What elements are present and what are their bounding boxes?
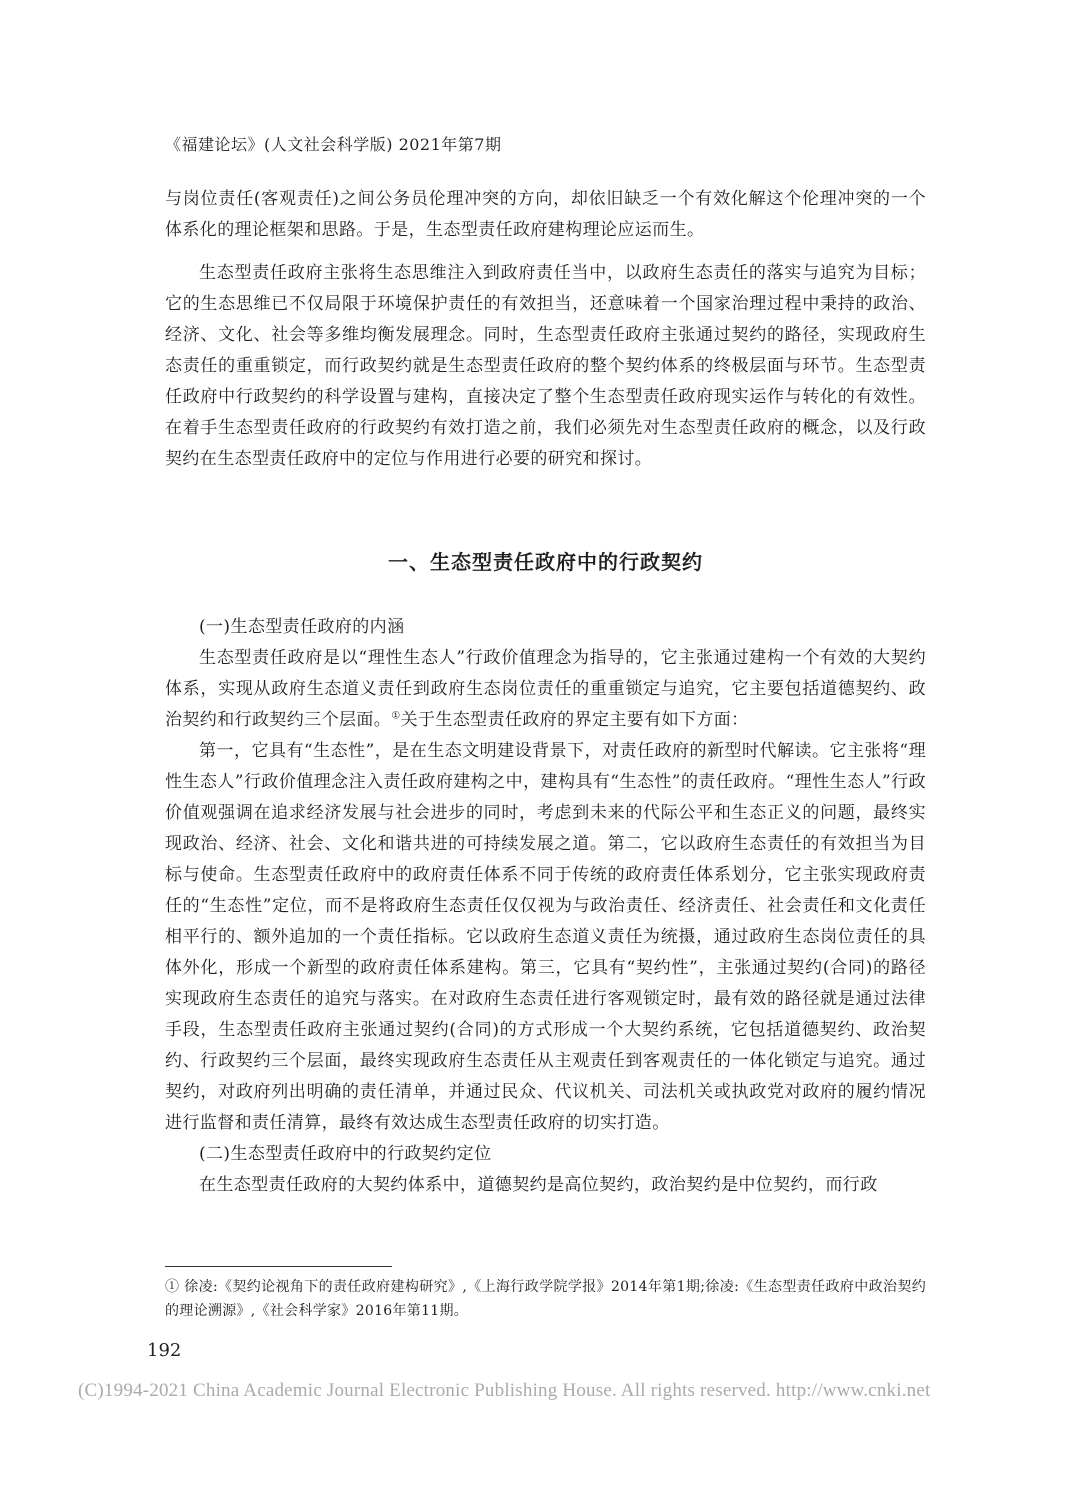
body-block-2 (165, 612, 926, 1201)
paragraph-definition (165, 643, 926, 736)
paragraph-positioning: 在生态型责任政府的大契约体系中，道德契约是高位契约，政治契约是中位契约，而行政 (199, 1175, 878, 1195)
paragraph-features: 第一，它具有“生态性”，是在生态文明建设背景下，对责任政府的新型时代解读。它主张将“理性生态人”行政价值理念注入责任政府建构之中，建构具有“生态性”的责任政府。“理性生态人”行政价值观强调在追求经济发展与社会进步的同时，考虑到未来的代际公平和生态正义的问题，最终实现政治、经济、社会、文化和谐共进的可持续发展之道。第二，它以政府生态责任的有效担当为目标与使命。生态型责任政府中的政府责任体系不同于传统的政府责任体系划分，它主张实现政府责任的“生态性”定位，而不是将政府生态责任仅仅视为与政治责任、经济责任、社会责任和文化责任相平行的、额外追加的一个责任指标。它以政府生态道义责任为统摄，通过政府生态岗位责任的具体外化，形成一个新型的政府责任体系建构。第三，它具有“契约性”，主张通过契约(合同)的路径实现政府生态责任的追究与落实。在对政府生态责任进行客观锁定时，最有效的路径就是通过法律手段，生态型责任政府主张通过契约(合同)的方式形成一个大契约系统，它包括道德契约、政治契约、行政契约三个层面，最终实现政府生态责任从主观责任到客观责任的一体化锁定与追究。通过契约，对政府列出明确的责任清单，并通过民众、代议机关、司法机关或执政党对政府的履约情况进行监督和责任清算，最终有效达成生态型责任政府的切实打造。 (165, 741, 926, 1133)
journal-header: 《福建论坛》(人文社会科学版) 2021年第7期 (165, 135, 502, 154)
subheading-1: (一)生态型责任政府的内涵 (199, 617, 405, 637)
copyright-watermark: (C)1994-2021 China Academic Journal Electronic Publishing House. All rights reserved. http://www.cnki.net (78, 1380, 931, 1401)
paragraph-continuation: 与岗位责任(客观责任)之间公务员伦理冲突的方向，却依旧缺乏一个有效化解这个伦理冲突的一个体系化的理论框架和思路。于是，生态型责任政府建构理论应运而生。 (165, 189, 926, 240)
paragraph-definition-tail: 关于生态型责任政府的界定主要有如下方面： (400, 710, 749, 730)
footnote-divider (165, 1266, 392, 1267)
body-block-1 (165, 184, 926, 475)
footnote-ref: ① (391, 710, 401, 722)
page-number: 192 (147, 1340, 182, 1361)
footnote: ① 徐凌:《契约论视角下的责任政府建构研究》,《上海行政学院学报》2014年第1期;徐凌:《生态型责任政府中政治契约的理论溯源》,《社会科学家》2016年第11期。 (165, 1279, 926, 1319)
paragraph-definition-main: 生态型责任政府是以“理性生态人”行政价值理念为指导的，它主张通过建构一个有效的大契约体系，实现从政府生态道义责任到政府生态岗位责任的重重锁定与追究，它主要包括道德契约、政治契约和行政契约三个层面。 (165, 648, 926, 730)
paragraph-intro: 生态型责任政府主张将生态思维注入到政府责任当中，以政府生态责任的落实与追究为目标；它的生态思维已不仅局限于环境保护责任的有效担当，还意味着一个国家治理过程中秉持的政治、经济、文化、社会等多维均衡发展理念。同时，生态型责任政府主张通过契约的路径，实现政府生态责任的重重锁定，而行政契约就是生态型责任政府的整个契约体系的终极层面与环节。生态型责任政府中行政契约的科学设置与建构，直接决定了整个生态型责任政府现实运作与转化的有效性。在着手生态型责任政府的行政契约有效打造之前，我们必须先对生态型责任政府的概念，以及行政契约在生态型责任政府中的定位与作用进行必要的研究和探讨。 (165, 263, 926, 469)
subheading-2: (二)生态型责任政府中的行政契约定位 (199, 1144, 492, 1164)
section-heading: 一、生态型责任政府中的行政契约 (388, 550, 703, 574)
section-heading-block (165, 546, 926, 575)
